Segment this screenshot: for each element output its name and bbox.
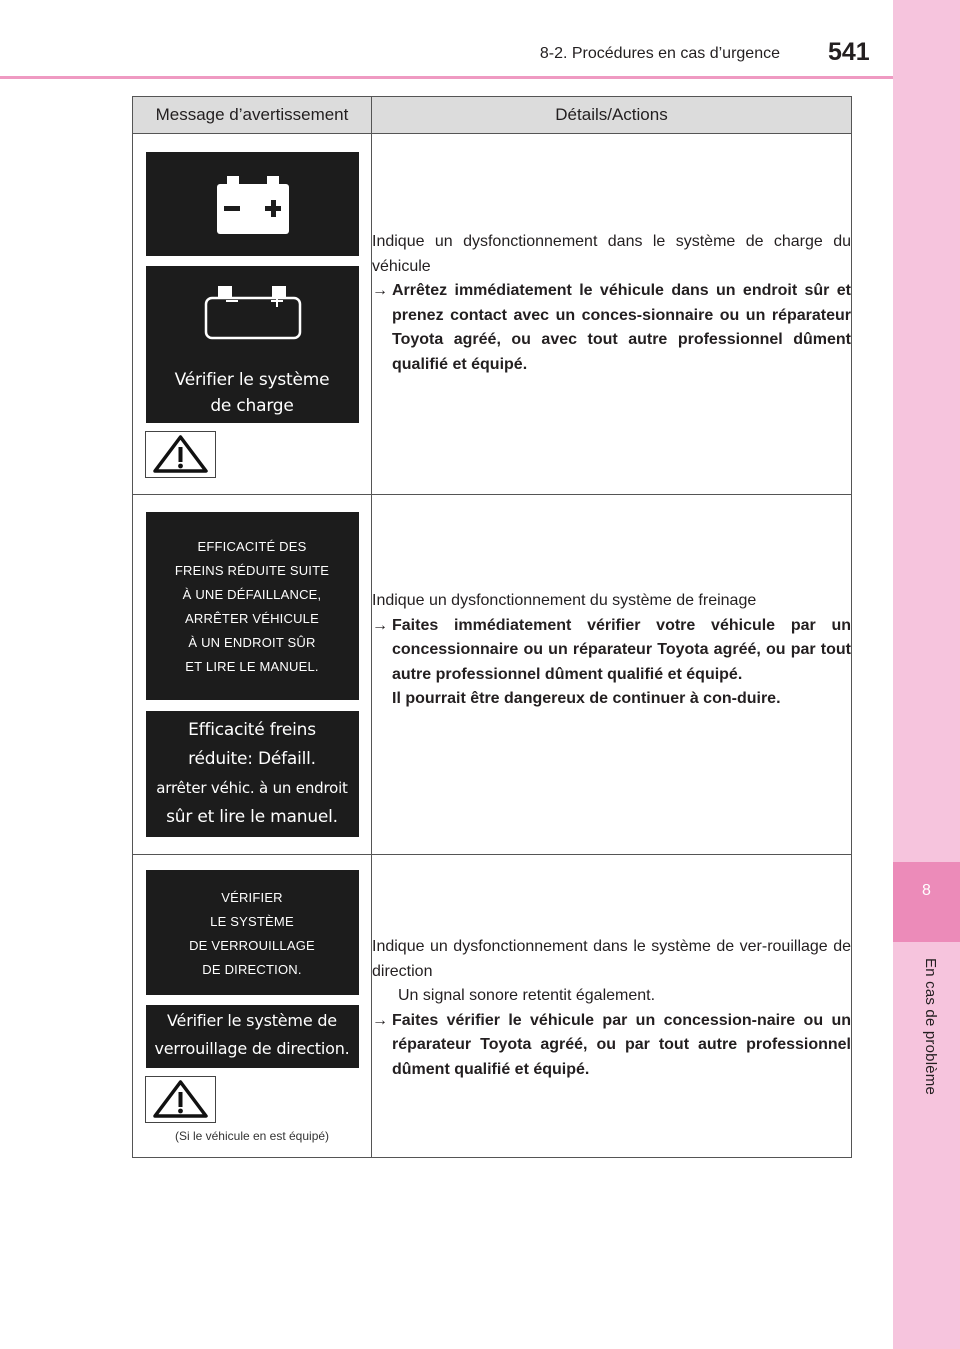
action-text: Arrêtez immédiatement le véhicule dans un endroit sûr et prenez contact avec un conces-sionnaire ou un réparateur Toyota agréé, ou avec tout autre professionnel dûment qualifié et équipé. [392,282,851,373]
brake-caps-display [146,512,359,700]
action-item [372,279,851,377]
action-text: Faites vérifier le véhicule par un concession-naire ou un réparateur Toyota agréé, ou par tout autre professionnel dûment qualifié et équipé. [392,1011,851,1078]
details-cell [372,855,852,1158]
page-number: 541 [828,38,870,66]
warning-triangle-icon [145,431,216,478]
side-tab [893,0,960,1349]
display-line: Vérifier le système de [167,1010,337,1030]
display-line: arrêter véhic. à un endroit [156,779,348,797]
display-line: ARRÊTER VÉHICULE [185,611,319,626]
arrow-icon: → [372,1011,388,1029]
sub-note: Un signal sonore retentit également. [398,987,656,1004]
action-item [372,614,851,688]
description: Indique un dysfonctionnement dans le système de ver-rouillage de direction [372,938,851,980]
description: Indique un dysfonctionnement du système de freinage [372,592,757,609]
equipment-note: (Si le véhicule en est équipé) [174,1128,330,1143]
arrow-icon: → [372,282,388,299]
table-row [133,855,852,1158]
display-line: VÉRIFIER [221,889,283,905]
action-item [372,1009,851,1083]
col-header-details: Détails/Actions [372,97,852,134]
details-cell [372,495,852,855]
display-line: FREINS RÉDUITE SUITE [174,563,330,578]
arrow-icon: → [372,616,388,634]
display-line: Efficacité freins [188,720,316,740]
display-line: réduite: Défaill. [188,749,316,769]
display-line: DE VERROUILLAGE [189,937,315,953]
chapter-number-tab[interactable]: 8 [893,862,960,942]
description: Indique un dysfonctionnement dans le système de charge du véhicule [372,233,851,275]
brake-display [146,711,359,837]
display-line: À UNE DÉFAILLANCE, [182,587,322,602]
battery-outline-icon [146,266,359,346]
table-row [133,134,852,495]
display-line: DE DIRECTION. [202,961,302,977]
display-line: Vérifier le système [174,370,330,390]
col-header-message: Message d’avertissement [133,97,372,134]
chapter-label: En cas de problème [922,958,939,1096]
steering-display [146,1005,359,1068]
display-line: verrouillage de direction. [154,1038,350,1058]
battery-icon [146,152,359,256]
steering-caps-display [146,870,359,995]
display-line: de charge [210,396,294,416]
table-header-row [133,97,852,134]
display-line: À UN ENDROIT SÛR [188,635,316,650]
table-row [133,495,852,855]
display-line: sûr et lire le manuel. [166,807,338,827]
action-extra: Il pourrait être dangereux de continuer à con-duire. [392,690,781,707]
warning-images-cell [133,495,372,855]
warning-table [132,96,852,1158]
charge-system-display [146,266,359,423]
warning-triangle-icon [145,1076,216,1123]
action-text: Faites immédiatement vérifier votre véhicule par un concessionnaire ou un réparateur Toyota agréé, ou par tout autre professionnel dûment qualifié et équipé. [392,616,851,683]
display-line: LE SYSTÈME [210,913,294,929]
warning-images-cell [133,134,372,495]
details-cell [372,134,852,495]
display-line: EFFICACITÉ DES [197,539,307,554]
section-title: 8-2. Procédures en cas d’urgence [539,45,780,62]
battery-display [146,152,359,256]
warning-images-cell [133,855,372,1158]
display-line: ET LIRE LE MANUEL. [185,659,319,674]
header-rule [0,76,893,79]
